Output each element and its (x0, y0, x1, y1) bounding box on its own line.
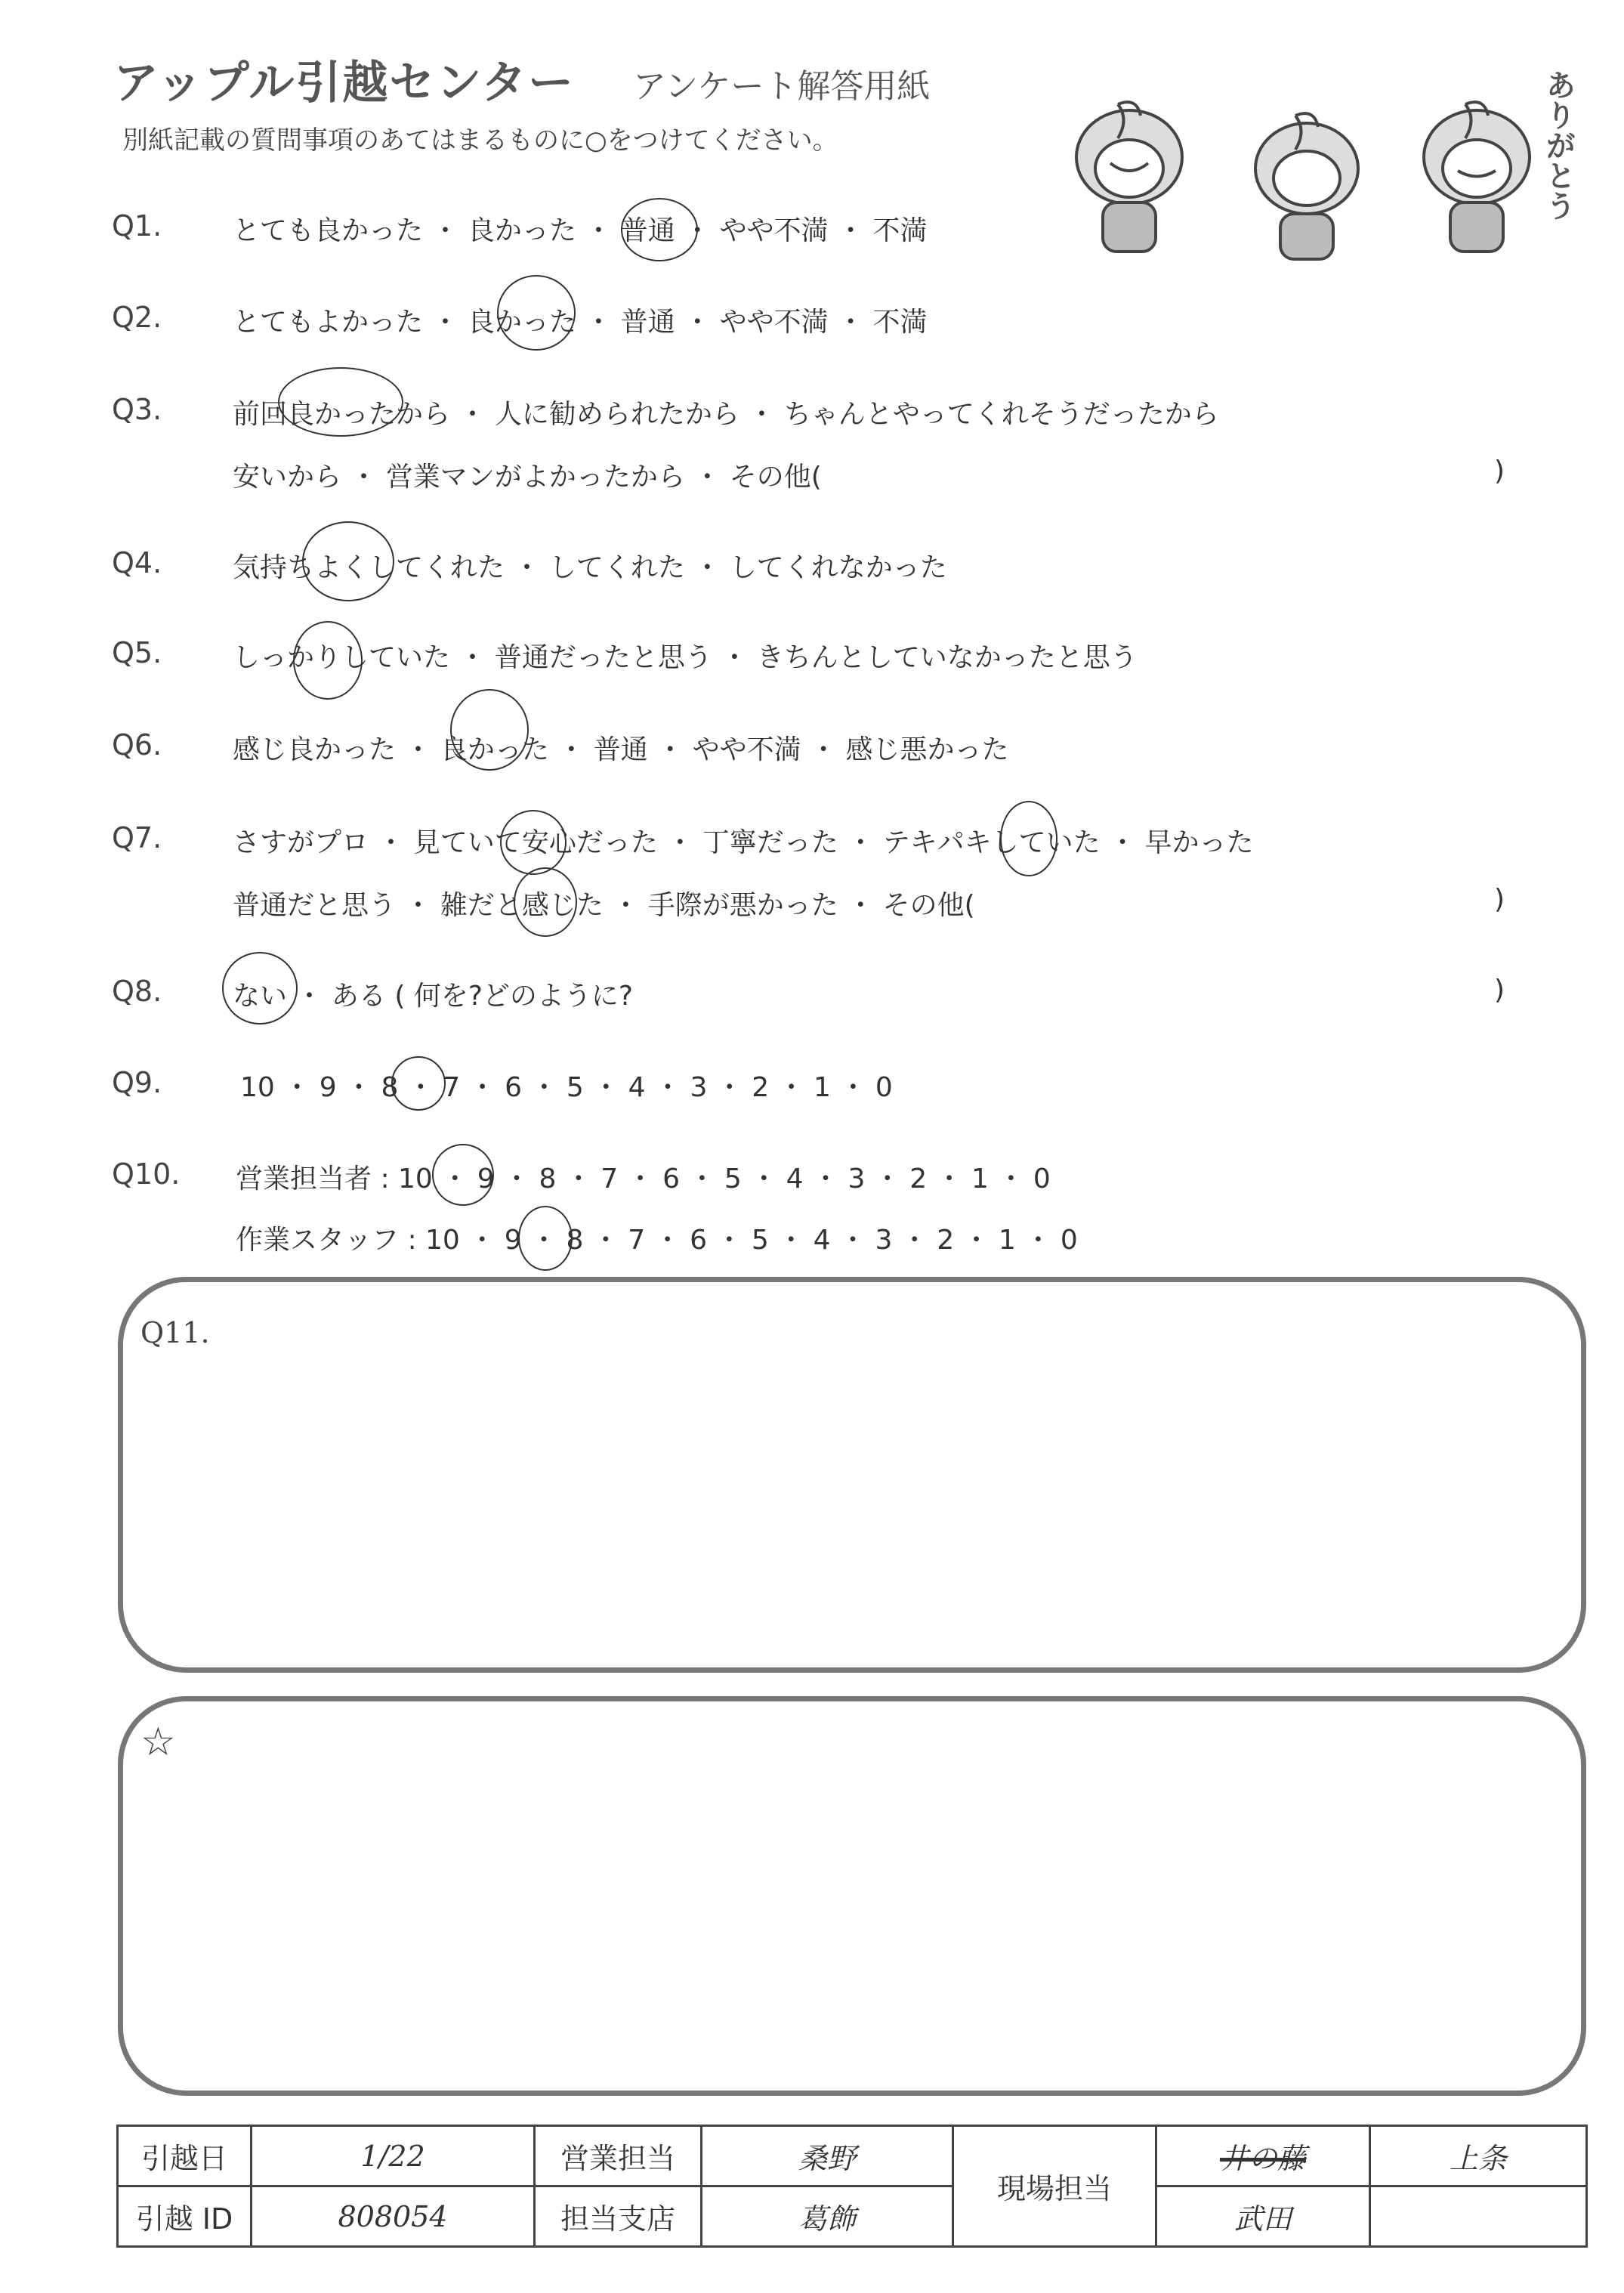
form-title: アンケート解答用紙 (633, 67, 931, 106)
q8-label: Q8. (112, 975, 162, 1008)
answer-circle-q2 (497, 275, 576, 351)
q3-label: Q3. (112, 393, 162, 426)
q4-options: 気持ちよくしてくれた ・ してくれた ・ してくれなかった (233, 552, 947, 583)
answer-circle-q7-b (1000, 801, 1057, 876)
q7-label: Q7. (112, 821, 162, 854)
answer-circle-q6 (450, 689, 529, 771)
answer-circle-q4 (302, 521, 394, 601)
move-date-label: 引越日 (118, 2126, 252, 2186)
q3-options-line2: 安いから ・ 営業マンがよかったから ・ その他( (233, 462, 822, 493)
empty-cell (1370, 2186, 1587, 2247)
q7-close-paren: ) (1494, 884, 1505, 915)
q10-label: Q10. (112, 1157, 181, 1191)
q11-comment-box[interactable] (118, 1277, 1586, 1673)
answer-circle-q3 (278, 367, 403, 437)
site-staff-1: 上条 (1370, 2126, 1587, 2186)
thanks-text: ありがとう (1541, 70, 1576, 221)
q10-staff-options: 作業スタッフ : 10 ・ 9 ・ 8 ・ 7 ・ 6 ・ 5 ・ 4 ・ 3 ・ 2 ・ 1 ・ 0 (236, 1225, 1078, 1256)
q3-close-paren: ) (1494, 456, 1505, 487)
move-info-table (116, 2125, 1588, 2248)
move-id-label: 引越 ID (118, 2186, 252, 2247)
q9-options: 10 ・ 9 ・ 8 ・ 7 ・ 6 ・ 5 ・ 4 ・ 3 ・ 2 ・ 1 ・ 0 (240, 1072, 893, 1103)
q5-label: Q5. (112, 636, 162, 669)
q3-options-line1: 前回良かったから ・ 人に勧められたから ・ ちゃんとやってくれそうだったから (233, 399, 1219, 430)
answer-circle-q10-staff (518, 1206, 573, 1271)
star-icon: ☆ (140, 1720, 176, 1765)
monkey-icon-1 (1076, 102, 1182, 252)
sales-label: 営業担当 (535, 2126, 702, 2186)
move-id-value: 808054 (252, 2186, 535, 2247)
q7-options-line1: さすがプロ ・ 見ていて安心だった ・ 丁寧だった ・ テキパキしていた ・ 早かった (233, 827, 1254, 858)
answer-circle-q5 (293, 621, 363, 700)
answer-circle-q8 (222, 952, 298, 1024)
monkey-icon-3 (1424, 102, 1530, 252)
q11-label: Q11. (140, 1316, 210, 1349)
answer-circle-q1 (621, 198, 698, 261)
q2-label: Q2. (112, 301, 162, 334)
q1-options: とても良かった ・ 良かった ・ 普通 ・ やや不満 ・ 不満 (233, 215, 928, 246)
sales-name: 桑野 (702, 2126, 953, 2186)
q1-label: Q1. (112, 209, 162, 243)
q9-label: Q9. (112, 1066, 162, 1099)
site-staff-struck: 井の藤 (1156, 2126, 1370, 2186)
q5-options: しっかりしていた ・ 普通だったと思う ・ きちんとしていなかったと思う (233, 642, 1138, 673)
instruction: 別紙記載の質問事項のあてはまるものに○をつけてください。 (122, 125, 838, 156)
move-date-value: 1/22 (252, 2126, 535, 2186)
q10-sales-options: 営業担当者 : 10 ・ 9 ・ 8 ・ 7 ・ 6 ・ 5 ・ 4 ・ 3 ・ 2 ・ 1 ・ 0 (236, 1163, 1051, 1194)
q2-options: とてもよかった ・ 良かった ・ 普通 ・ やや不満 ・ 不満 (233, 307, 928, 338)
q4-label: Q4. (112, 546, 162, 579)
company-name: アップル引越センター (113, 57, 575, 110)
q6-label: Q6. (112, 728, 162, 762)
answer-circle-q10-sales (432, 1144, 494, 1206)
q8-options: ない ・ ある ( 何を?どのように? (233, 981, 634, 1012)
q6-options: 感じ良かった ・ 良かった ・ 普通 ・ やや不満 ・ 感じ悪かった (233, 734, 1009, 765)
site-label: 現場担当 (953, 2126, 1156, 2247)
q7-options-line2: 普通だと思う ・ 雑だと感じた ・ 手際が悪かった ・ その他( (233, 890, 975, 921)
monkey-icon-2 (1255, 113, 1358, 259)
answer-circle-q9 (391, 1056, 446, 1111)
answer-circle-q7-a (500, 810, 567, 875)
branch-name: 葛飾 (702, 2186, 953, 2247)
monkey-mascot-illustration (1046, 44, 1575, 270)
branch-label: 担当支店 (535, 2186, 702, 2247)
star-comment-box[interactable] (118, 1696, 1586, 2096)
q8-close-paren: ) (1494, 975, 1505, 1006)
answer-circle-q7-c (514, 867, 577, 937)
site-staff-2: 武田 (1156, 2186, 1370, 2247)
